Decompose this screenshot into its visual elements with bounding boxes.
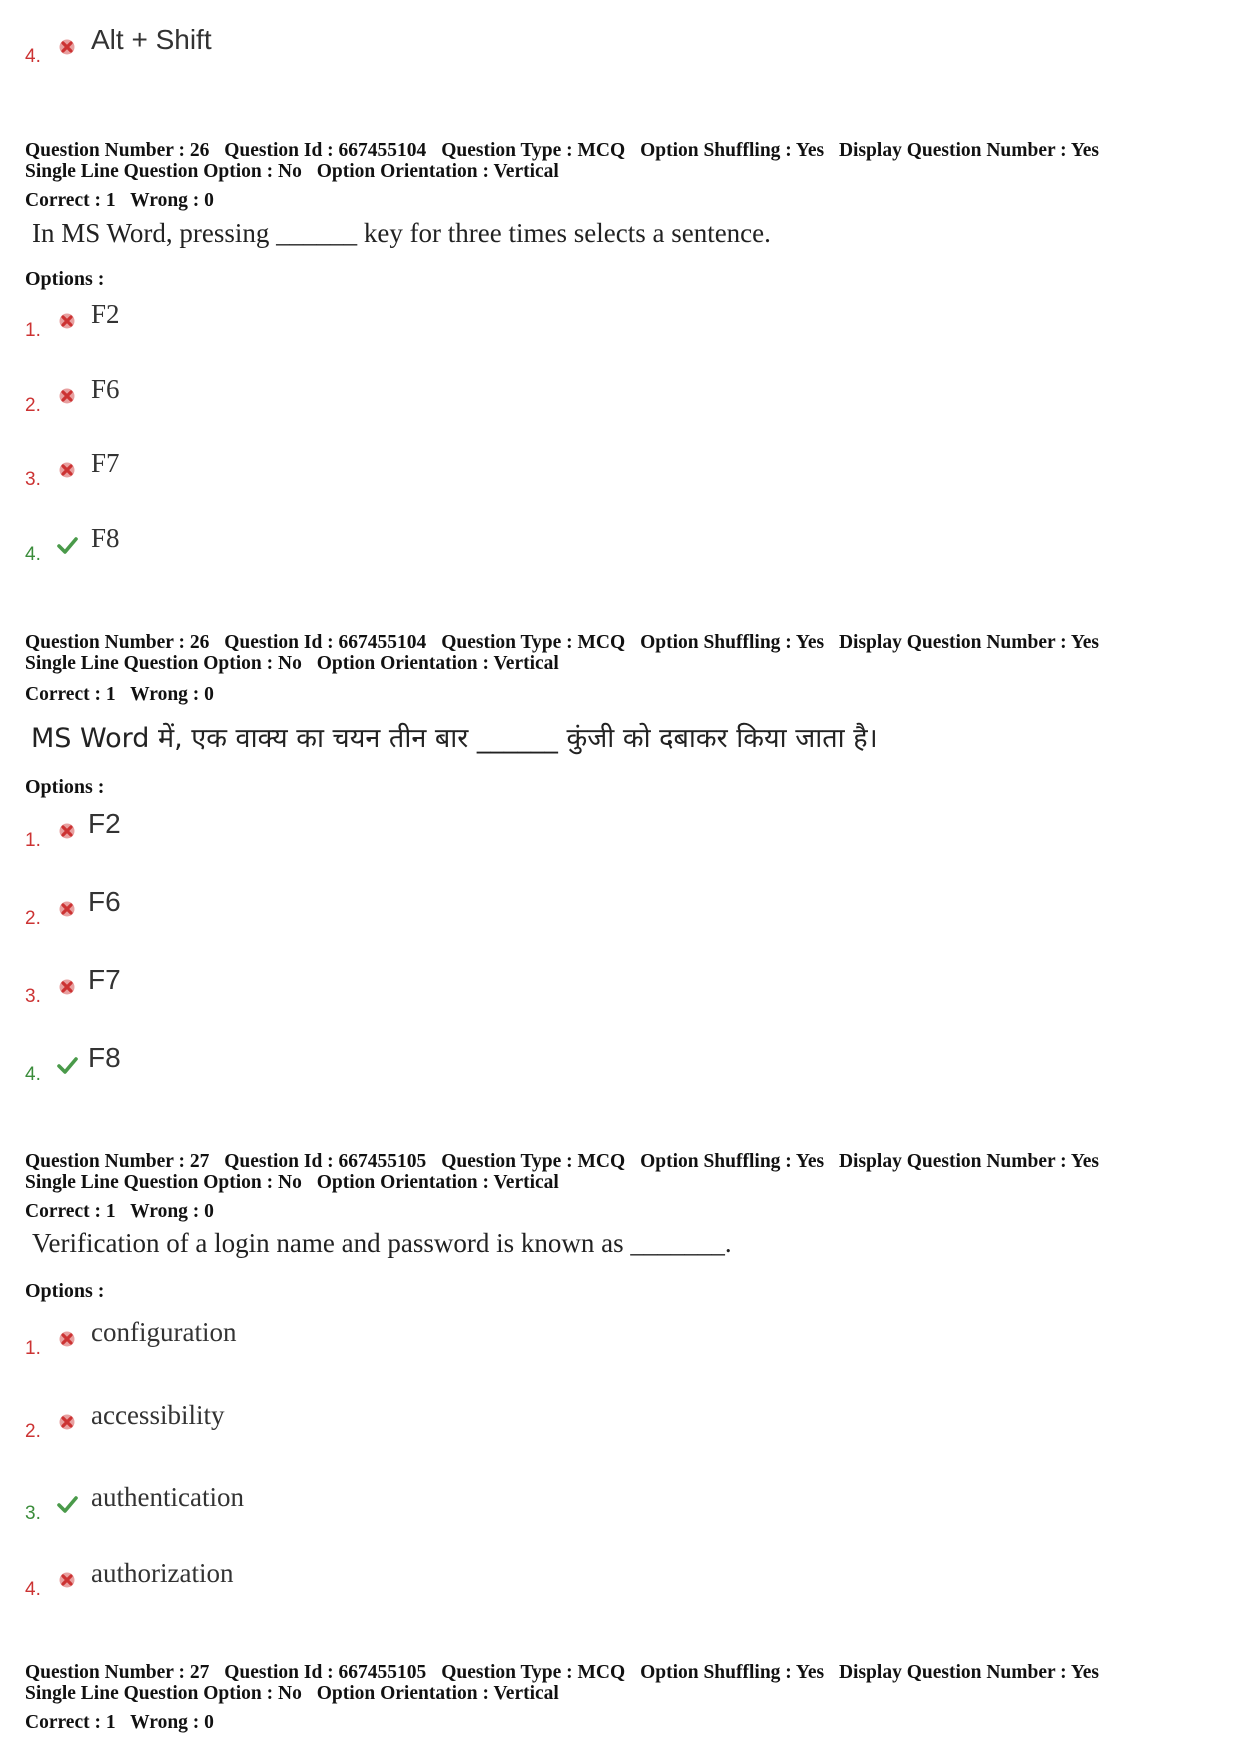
cross-icon — [56, 976, 78, 998]
cross-icon — [56, 1569, 78, 1591]
marking-scheme: Correct : 1 Wrong : 0 — [25, 1712, 214, 1733]
option-text: F7 — [88, 964, 121, 995]
question-stem: Verification of a login name and password is known as _______. — [32, 1228, 732, 1258]
option-number: 3. — [25, 469, 41, 490]
cross-icon — [56, 898, 78, 920]
option-text: authorization — [91, 1558, 234, 1588]
option-text: F8 — [88, 1042, 121, 1073]
option-number: 2. — [25, 395, 41, 416]
options-label: Options : — [25, 1280, 105, 1302]
cross-icon — [56, 310, 78, 332]
question-stem: MS Word में, एक वाक्य का चयन तीन बार ______ कुंजी को दबाकर किया जाता है। — [31, 723, 878, 754]
option-number: 3. — [25, 1503, 41, 1524]
check-icon — [56, 1054, 78, 1076]
option-text: F6 — [88, 886, 121, 917]
option-number: 4. — [25, 46, 41, 67]
question-meta: Question Number : 27 Question Id : 667455105 Question Type : MCQ Option Shuffling : Yes Display Question Number : Yes Single Line Question Option : No Option Orientation : Vertical — [25, 1151, 1099, 1193]
question-stem: In MS Word, pressing ______ key for three times selects a sentence. — [32, 218, 771, 248]
option-text: F7 — [91, 448, 120, 478]
cross-icon — [56, 385, 78, 407]
option-text: F8 — [91, 523, 120, 553]
marking-scheme: Correct : 1 Wrong : 0 — [25, 1201, 214, 1222]
option-number: 4. — [25, 1064, 41, 1085]
marking-scheme: Correct : 1 Wrong : 0 — [25, 684, 214, 705]
option-number: 4. — [25, 544, 41, 565]
option-text: configuration — [91, 1317, 237, 1347]
option-number: 2. — [25, 908, 41, 929]
cross-icon — [56, 459, 78, 481]
option-text: Alt + Shift — [91, 24, 212, 55]
option-text: F6 — [91, 374, 120, 404]
option-number: 1. — [25, 1338, 41, 1359]
option-text: accessibility — [91, 1400, 225, 1430]
option-text: F2 — [91, 299, 120, 329]
option-text: F2 — [88, 808, 121, 839]
option-number: 1. — [25, 830, 41, 851]
option-number: 1. — [25, 320, 41, 341]
check-icon — [56, 1493, 78, 1515]
question-meta: Question Number : 26 Question Id : 667455104 Question Type : MCQ Option Shuffling : Yes Display Question Number : Yes Single Line Question Option : No Option Orientation : Vertical — [25, 140, 1099, 182]
marking-scheme: Correct : 1 Wrong : 0 — [25, 190, 214, 211]
cross-icon — [56, 1328, 78, 1350]
cross-icon — [56, 1411, 78, 1433]
options-label: Options : — [25, 268, 105, 290]
option-text: authentication — [91, 1482, 244, 1512]
cross-icon — [56, 820, 78, 842]
option-number: 3. — [25, 986, 41, 1007]
option-number: 2. — [25, 1421, 41, 1442]
question-meta: Question Number : 26 Question Id : 667455104 Question Type : MCQ Option Shuffling : Yes Display Question Number : Yes Single Line Question Option : No Option Orientation : Vertical — [25, 632, 1099, 674]
options-label: Options : — [25, 776, 105, 798]
check-icon — [56, 534, 78, 556]
question-meta: Question Number : 27 Question Id : 667455105 Question Type : MCQ Option Shuffling : Yes Display Question Number : Yes Single Line Question Option : No Option Orientation : Vertical — [25, 1662, 1099, 1704]
cross-icon — [56, 36, 78, 58]
option-number: 4. — [25, 1579, 41, 1600]
